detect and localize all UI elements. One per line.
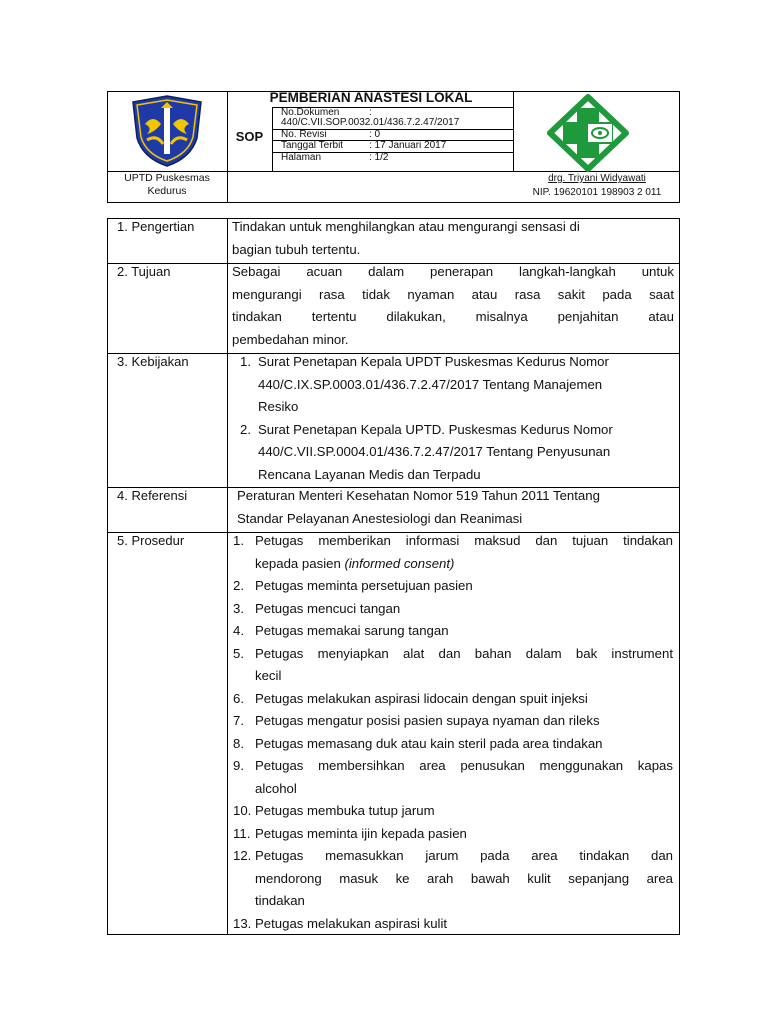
step-number: 5. bbox=[233, 645, 244, 661]
policy-number: 1. bbox=[240, 354, 251, 369]
section-prosedur bbox=[233, 530, 673, 935]
step-number: 3. bbox=[233, 600, 244, 616]
step-text: Petugas melakukan aspirasi kulit bbox=[255, 915, 448, 931]
meta-value: : 17 Januari 2017 bbox=[369, 140, 447, 151]
step-text-continued bbox=[233, 665, 673, 688]
step-text: Petugas memasang duk atau kain steril pada area tindakan bbox=[255, 735, 603, 751]
step-number: 2. bbox=[233, 578, 244, 593]
step-text-continued: tindakan bbox=[255, 893, 305, 908]
step-text-part: kecil bbox=[255, 668, 282, 683]
text-line: Resiko bbox=[258, 399, 299, 414]
text-line: Surat Penetapan Kepala UPDT Puskesmas Kedurus Nomor bbox=[258, 354, 609, 369]
procedure-step bbox=[233, 575, 673, 598]
meta-label: No.Dokumen bbox=[281, 107, 340, 118]
section-label-pengertian: 1. Pengertian bbox=[117, 219, 195, 234]
meta-label: No. Revisi bbox=[281, 129, 327, 140]
text-line: mengurangi rasa tidak nyaman atau rasa sakit pada saat bbox=[232, 286, 674, 302]
step-text-italic: (informed consent) bbox=[344, 555, 455, 571]
text-line: 440/C.IX.SP.0003.01/436.7.2.47/2017 Tentang Manajemen bbox=[258, 376, 603, 392]
text-line: 440/C.VII.SP.0004.01/436.7.2.47/2017 Tentang Penyusunan bbox=[258, 444, 611, 459]
content-column-divider bbox=[227, 218, 228, 935]
meta-value: : 1/2 bbox=[369, 152, 389, 163]
section-label-referensi: 4. Referensi bbox=[117, 488, 188, 503]
section-label-kebijakan: 3. Kebijakan bbox=[117, 354, 189, 369]
procedure-step bbox=[233, 913, 673, 936]
step-text: Petugas mengatur posisi pasien supaya nyaman dan rileks bbox=[255, 713, 600, 728]
procedure-step bbox=[233, 710, 673, 733]
procedure-step bbox=[233, 688, 673, 711]
text-line: Rencana Layanan Medis dan Terpadu bbox=[258, 466, 481, 482]
signatory-block bbox=[514, 172, 680, 200]
step-number: 1. bbox=[233, 533, 244, 548]
procedure-step bbox=[233, 620, 673, 643]
procedure-step bbox=[233, 845, 673, 913]
section-label-prosedur: 5. Prosedur bbox=[117, 533, 185, 548]
step-text: Petugas melakukan aspirasi lidocain dengan spuit injeksi bbox=[255, 690, 588, 706]
step-text-continued bbox=[233, 553, 673, 576]
step-text: Petugas menyiapkan alat dan bahan dalam bak instrument bbox=[255, 645, 673, 661]
procedure-step bbox=[233, 823, 673, 846]
step-text: Petugas memberikan informasi maksud dan tujuan tindakan bbox=[255, 533, 673, 548]
institution-name bbox=[107, 172, 227, 198]
step-text-part: kepada pasien bbox=[255, 555, 345, 571]
step-number: 4. bbox=[233, 623, 244, 638]
step-text: Petugas mencuci tangan bbox=[255, 600, 401, 616]
meta-revision bbox=[281, 129, 381, 140]
step-text: Petugas memasukkan jarum pada area tindakan dan bbox=[255, 848, 673, 863]
document-title: PEMBERIAN ANASTESI LOKAL bbox=[269, 90, 473, 105]
meta-value: : bbox=[369, 107, 372, 118]
procedure-step bbox=[233, 733, 673, 756]
text-line: Peraturan Menteri Kesehatan Nomor 519 Tahun 2011 Tentang bbox=[237, 488, 600, 503]
meta-label: Tanggal Terbit bbox=[281, 140, 344, 151]
step-number: 8. bbox=[233, 735, 244, 751]
surabaya-emblem-icon bbox=[131, 94, 203, 168]
text-line: Tindakan untuk menghilangkan atau mengurangi sensasi di bbox=[232, 219, 580, 234]
step-text-continued bbox=[233, 868, 673, 891]
procedure-step bbox=[233, 800, 673, 823]
policy-item bbox=[240, 351, 680, 419]
step-number: 10. bbox=[233, 803, 252, 818]
meta-label: Halaman bbox=[281, 152, 322, 163]
step-number: 13. bbox=[233, 915, 252, 931]
step-text-part: mendorong masuk ke arah bawah kulit sepanjang area bbox=[255, 870, 673, 886]
step-number: 6. bbox=[233, 690, 244, 706]
text-line: Standar Pelayanan Anestesiologi dan Reanimasi bbox=[237, 510, 523, 526]
signatory-name: drg. Triyani Widyawati bbox=[548, 173, 646, 184]
section-kebijakan bbox=[240, 351, 680, 486]
text-line: Surat Penetapan Kepala UPTD. Puskesmas Kedurus Nomor bbox=[258, 421, 613, 437]
step-text: Petugas membersihkan area penusukan menggunakan kapas bbox=[255, 758, 673, 773]
text-line: Sebagai acuan dalam penerapan langkah-langkah untuk bbox=[232, 264, 674, 279]
step-text: Petugas meminta ijin kepada pasien bbox=[255, 825, 467, 841]
header-divider-right bbox=[513, 91, 514, 172]
meta-page bbox=[281, 152, 389, 163]
procedure-step bbox=[233, 598, 673, 621]
text-line: pembedahan minor. bbox=[232, 331, 349, 347]
puskesmas-logo-icon bbox=[547, 94, 629, 172]
step-number: 7. bbox=[233, 713, 244, 728]
text-line: bagian tubuh tertentu. bbox=[232, 241, 361, 257]
step-text: Petugas membuka tutup jarum bbox=[255, 803, 435, 818]
meta-issue-date bbox=[281, 140, 447, 151]
section-referensi bbox=[237, 485, 679, 530]
section-pengertian bbox=[232, 216, 674, 261]
step-text: Petugas meminta persetujuan pasien bbox=[255, 578, 473, 593]
header-divider-left bbox=[227, 91, 228, 203]
sop-label: SOP bbox=[235, 129, 264, 144]
procedure-step bbox=[233, 755, 673, 800]
meta-label: 440/C.VII.SOP.0032.01/436.7.2.47/2017 bbox=[281, 117, 460, 128]
institution-line-1: UPTD Puskesmas bbox=[124, 172, 210, 184]
section-label-tujuan: 2. Tujuan bbox=[117, 264, 171, 279]
step-text-continued bbox=[233, 778, 673, 801]
policy-item bbox=[240, 419, 680, 487]
step-text: Petugas memakai sarung tangan bbox=[255, 623, 449, 638]
meta-document-number bbox=[281, 117, 459, 128]
step-number: 12. bbox=[233, 848, 252, 863]
institution-line-2: Kedurus bbox=[147, 185, 187, 197]
procedure-step bbox=[233, 530, 673, 575]
section-tujuan bbox=[232, 261, 674, 351]
step-text-part: alcohol bbox=[255, 780, 297, 796]
text-line: tindakan tertentu dilakukan, misalnya penjahitan atau bbox=[232, 309, 674, 324]
sop-divider bbox=[272, 107, 273, 171]
procedure-step bbox=[233, 643, 673, 688]
meta-value: : 0 bbox=[369, 129, 381, 140]
step-number: 11. bbox=[233, 825, 251, 841]
policy-number: 2. bbox=[240, 421, 251, 437]
step-number: 9. bbox=[233, 758, 244, 773]
signatory-nip: NIP. 19620101 198903 2 011 bbox=[532, 187, 662, 198]
